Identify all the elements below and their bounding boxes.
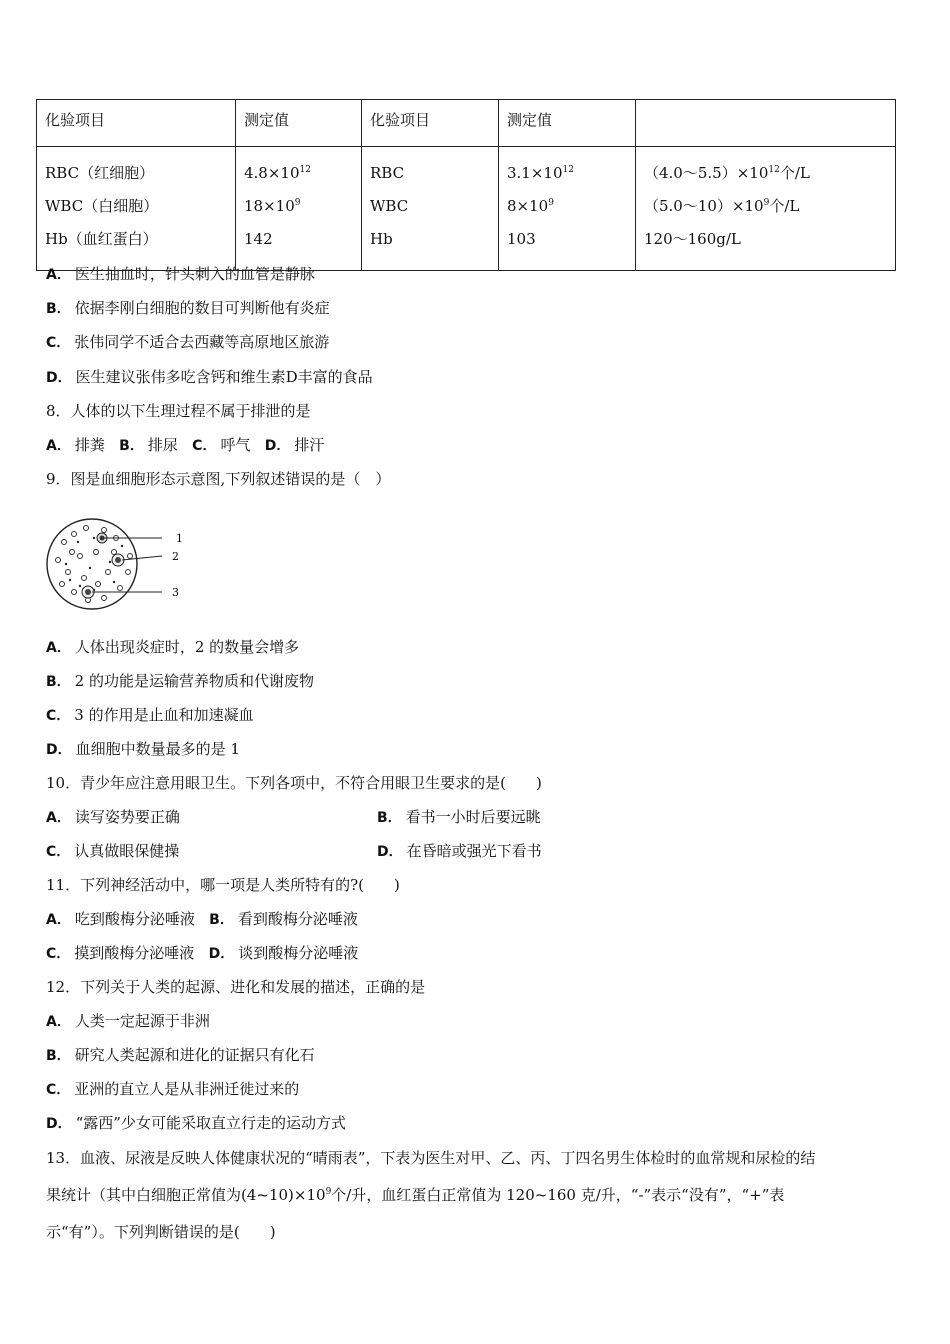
option-text: 血细胞中数量最多的是 1 [75,740,240,758]
q11-stem: 11．下列神经活动中，哪一项是人类所特有的?( ) [46,876,400,894]
option-text: 看书一小时后要远眺 [405,808,541,826]
option-letter: B． [46,1048,71,1064]
q8-stem: 8．人体的以下生理过程不属于排泄的是 [46,402,311,420]
table-header-row [37,100,896,147]
option-text: 排粪 [74,436,105,454]
option-letter: D． [377,844,403,860]
option-letter: D． [208,946,235,962]
q7-option-b [46,296,330,320]
option-letter: B． [209,912,234,928]
option-text: 3 的作用是止血和加速凝血 [74,706,254,724]
range: （5.0～10）×10 [644,197,764,215]
option-text: 摸到酸梅分泌唾液 [74,944,195,962]
exponent: 9 [294,198,301,208]
value: 142 [244,230,273,248]
q9-option-b [46,669,314,693]
table-row [37,147,896,271]
option-letter: A． [46,267,71,283]
figure-label-1: 1 [176,532,183,545]
table-header-cell [636,100,896,147]
option-letter: C． [46,708,71,724]
table-cell-line: WBC [370,197,409,215]
exponent: 9 [325,1187,332,1197]
table-cell-values-a [236,147,362,271]
option-letter: D． [46,1116,72,1132]
exponent: 12 [562,165,574,175]
table-cell-items-b [362,147,499,271]
table-cell-line: Hb（血红蛋白） [45,230,158,248]
option-letter: B． [46,674,71,690]
option-text: 研究人类起源和进化的证据只有化石 [74,1046,315,1064]
option-letter: A． [46,810,71,826]
q13-line2-post: 个/升，血红蛋白正常值为 120~160 克/升，“-”表示“没有”，“+”表 [331,1186,785,1204]
q10-stem: 10．青少年应注意用眼卫生。下列各项中，不符合用眼卫生要求的是( ) [46,774,542,792]
option-letter: D． [264,438,291,454]
option-letter: C． [46,1082,71,1098]
option-text: 读写姿势要正确 [74,808,180,826]
q13-stem-line1: 13．血液、尿液是反映人体健康状况的“晴雨表”，下表为医生对甲、乙、丙、丁四名男生体检时的血常规和尿检的结 [46,1149,816,1167]
q9-stem: 9．图是血细胞形态示意图,下列叙述错误的是（ ） [46,470,391,488]
figure-label-2: 2 [172,550,179,563]
q11-options-row2 [46,941,358,965]
value: 103 [507,230,536,248]
option-text: 看到酸梅分泌唾液 [237,910,358,928]
q8-options [46,433,324,457]
range: 120～160g/L [644,230,741,248]
option-text: 人类一定起源于非洲 [74,1012,210,1030]
q9-option-a [46,635,299,659]
table-cell-values-b [499,147,636,271]
option-text: 依据李刚白细胞的数目可判断他有炎症 [74,299,330,317]
option-text: 吃到酸梅分泌唾液 [74,910,195,928]
table-header-cell: 测定值 [499,100,636,147]
q11-options-row1 [46,907,358,931]
q13-line2-pre: 果统计（其中白细胞正常值为(4~10)×10 [46,1186,326,1204]
option-letter: A． [46,640,71,656]
figure-label-3: 3 [172,586,179,599]
exponent: 9 [548,198,554,208]
option-letter: C． [46,335,71,351]
q12-stem: 12．下列关于人类的起源、进化和发展的描述，正确的是 [46,978,426,996]
exponent: 12 [299,165,311,175]
option-text: 谈到酸梅分泌唾液 [238,944,359,962]
option-text: “露西”少女可能采取直立行走的运动方式 [75,1114,346,1132]
q13-stem-line3: 示“有”）。下列判断错误的是( ) [46,1223,276,1241]
q10-options-row2 [46,839,896,863]
value: 4.8×10 [244,164,300,182]
unit: 个/L [769,197,800,215]
option-letter: A． [46,1014,71,1030]
table-cell-items [37,147,236,271]
q12-option-c [46,1077,299,1101]
q9-option-d [46,737,240,761]
value: 8×10 [507,197,549,215]
option-text: 排尿 [147,436,178,454]
option-text: 呼气 [220,436,251,454]
table-header-cell: 化验项目 [37,100,236,147]
option-text: 2 的功能是运输营养物质和代谢废物 [74,672,314,690]
blood-cell-diagram [44,512,194,618]
option-letter: B． [119,438,144,454]
table-cell-line: WBC（白细胞） [45,197,159,215]
option-letter: B． [46,301,71,317]
option-text: 排汗 [294,436,325,454]
option-text: 张伟同学不适合去西藏等高原地区旅游 [74,333,330,351]
option-text: 认真做眼保健操 [74,842,180,860]
q7-option-c [46,330,329,354]
q12-option-a [46,1009,210,1033]
q7-option-d [46,365,373,389]
table-header-cell: 测定值 [236,100,362,147]
lab-results-table [36,99,896,271]
q10-options-row1 [46,805,896,829]
option-letter: C． [192,438,217,454]
table-cell-line: RBC（红细胞） [45,164,155,182]
range: （4.0～5.5）×10 [644,164,769,182]
q9-option-c [46,703,254,727]
option-letter: A． [46,912,71,928]
option-letter: D． [46,742,72,758]
q13-stem-line2 [46,1183,784,1207]
table-cell-line: RBC [370,164,405,182]
table-header-cell: 化验项目 [362,100,499,147]
option-letter: C． [46,844,71,860]
option-letter: A． [46,438,71,454]
q12-option-d [46,1111,346,1135]
option-letter: D． [46,370,72,386]
q7-option-a [46,262,315,286]
table-cell-normal-range [636,147,896,271]
option-letter: B． [377,810,402,826]
option-text: 人体出现炎症时，2 的数量会增多 [74,638,300,656]
option-text: 亚洲的直立人是从非洲迁徙过来的 [74,1080,300,1098]
option-text: 医生抽血时，针头刺入的血管是静脉 [74,265,315,283]
option-text: 在昏暗或强光下看书 [406,842,542,860]
value: 3.1×10 [507,164,563,182]
exponent: 9 [763,198,770,208]
option-text: 医生建议张伟多吃含钙和维生素D丰富的食品 [75,368,373,386]
table-cell-line: Hb [370,230,393,248]
exponent: 12 [768,165,780,175]
option-letter: C． [46,946,71,962]
q12-option-b [46,1043,315,1067]
unit: 个/L [779,164,810,182]
value: 18×10 [244,197,295,215]
